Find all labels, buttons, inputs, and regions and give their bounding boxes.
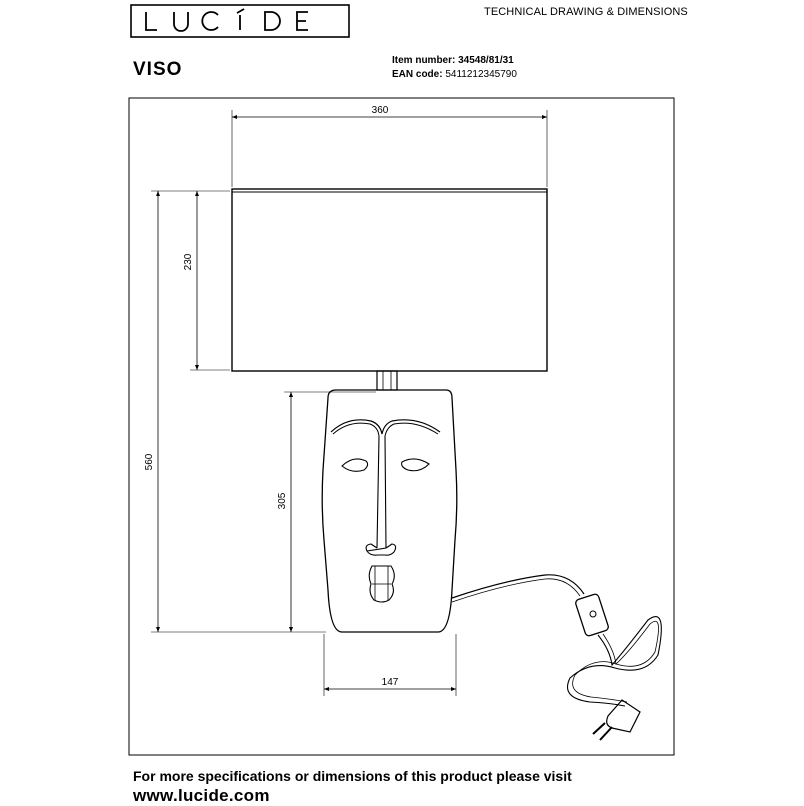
lamp-base xyxy=(322,390,457,632)
item-number-value: 34548/81/31 xyxy=(458,55,514,66)
drawing-frame xyxy=(129,98,674,755)
footer xyxy=(133,766,572,806)
cable-switch xyxy=(575,593,610,637)
face-right-eye xyxy=(402,459,429,471)
document-title: TECHNICAL DRAWING & DIMENSIONS xyxy=(484,6,688,18)
lamp-neck xyxy=(377,371,397,390)
item-number-label: Item number: xyxy=(392,55,456,66)
lamp-shade xyxy=(232,189,547,371)
face-left-eye xyxy=(342,459,368,471)
footer-url[interactable]: www.lucide.com xyxy=(133,786,270,805)
dim-base-height: 305 xyxy=(277,492,288,510)
dim-total-height: 560 xyxy=(144,453,155,471)
ean-code-value: 5411212345790 xyxy=(445,69,517,80)
footer-text: For more specifications or dimensions of this product please visit xyxy=(133,768,572,784)
dim-shade-width: 360 xyxy=(371,105,389,116)
ean-code-label: EAN code: xyxy=(392,69,443,80)
product-name: VISO xyxy=(133,59,183,80)
dim-shade-height: 230 xyxy=(183,253,194,271)
face-nose xyxy=(377,436,386,548)
dim-base-width: 147 xyxy=(381,677,399,688)
face-nostrils xyxy=(366,544,396,555)
power-cable xyxy=(452,575,584,598)
